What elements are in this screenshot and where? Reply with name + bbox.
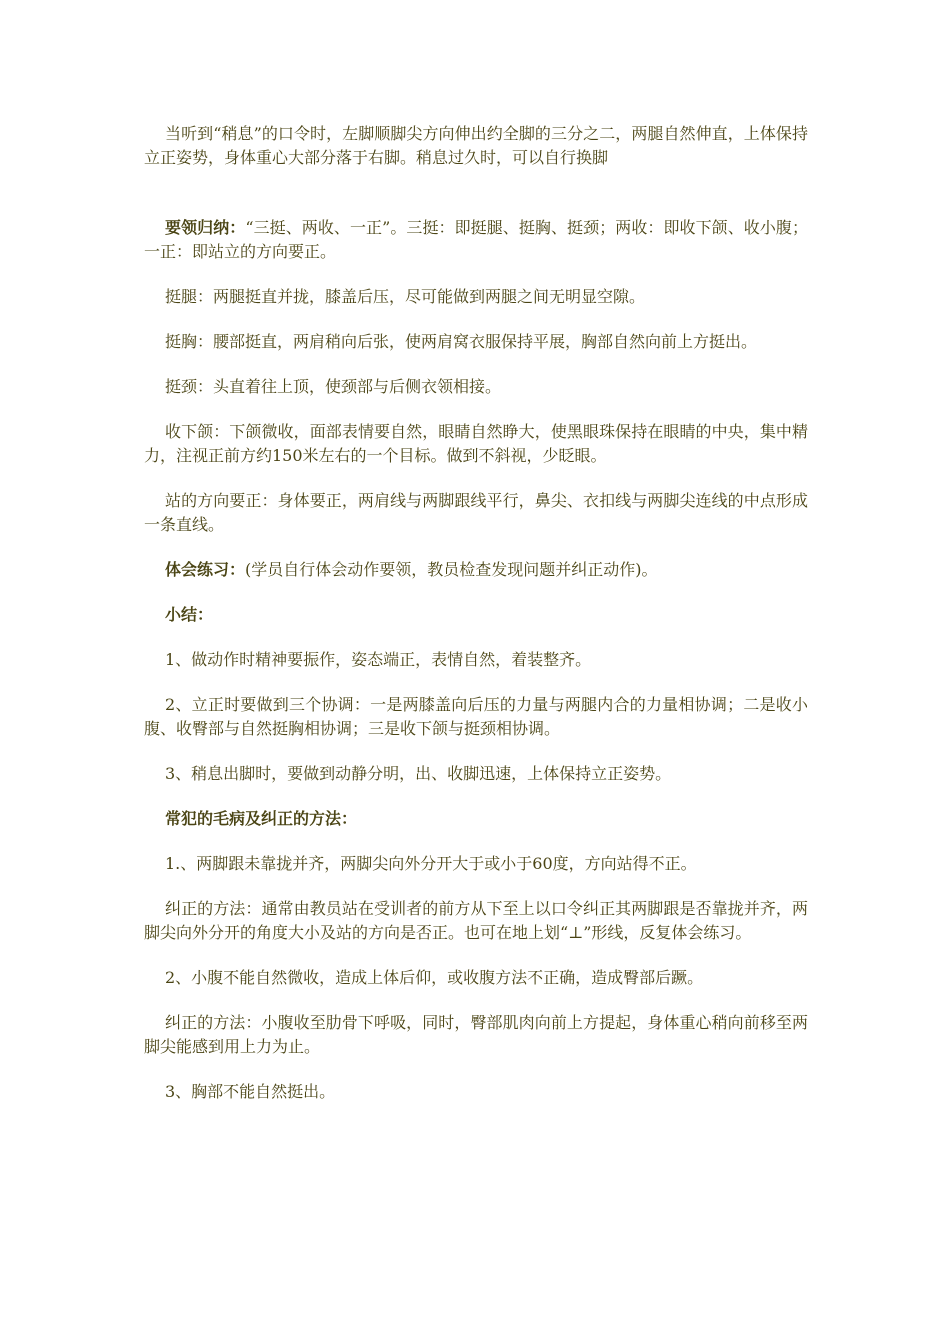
paragraph-ting-tui xyxy=(144,285,808,309)
error-item-1 xyxy=(144,852,808,876)
paragraph-text: 2、小腹不能自然微收，造成上体后仰，或收腹方法不正确，造成臀部后蹶。 xyxy=(165,968,704,987)
document-page xyxy=(144,122,808,1104)
paragraph-text: (学员自行体会动作要领，教员检查发现问题并纠正动作)。 xyxy=(245,560,658,579)
paragraph-text: 2、立正时要做到三个协调：一是两膝盖向后压的力量与两腿内合的力量相协调；二是收小腹、收臀部与自然挺胸相协调；三是收下颌与挺颈相协调。 xyxy=(144,695,808,738)
paragraph-shou-xiahe xyxy=(144,420,808,468)
paragraph-text: “三挺、两收、一正”。三挺：即挺腿、挺胸、挺颈；两收：即收下颌、收小腹；一正：即站立的方向要正。 xyxy=(144,218,808,261)
paragraph-shaoxi xyxy=(144,122,808,170)
paragraph-text: 收下颌：下颌微收，面部表情要自然，眼睛自然睁大，使黑眼珠保持在眼睛的中央，集中精力，注视正前方约150米左右的一个目标。做到不斜视，少眨眼。 xyxy=(144,422,808,465)
paragraph-text: 当听到“稍息”的口令时，左脚顺脚尖方向伸出约全脚的三分之二，两腿自然伸直，上体保持立正姿势，身体重心大部分落于右脚。稍息过久时，可以自行换脚 xyxy=(144,124,808,167)
list-item-1 xyxy=(144,648,808,672)
paragraph-ting-jing xyxy=(144,375,808,399)
paragraph-text: 挺腿：两腿挺直并拢，膝盖后压，尽可能做到两腿之间无明显空隙。 xyxy=(165,287,646,306)
heading-common-errors xyxy=(144,807,808,831)
paragraph-label: 常犯的毛病及纠正的方法： xyxy=(165,809,358,828)
correction-2 xyxy=(144,1011,808,1059)
paragraph-ting-xiong xyxy=(144,330,808,354)
paragraph-text: 挺颈：头直着往上顶，使颈部与后侧衣领相接。 xyxy=(165,377,502,396)
list-item-2 xyxy=(144,693,808,741)
correction-1 xyxy=(144,897,808,945)
heading-conclusion xyxy=(144,603,808,627)
paragraph-text: 站的方向要正：身体要正，两肩线与两脚跟线平行，鼻尖、衣扣线与两脚尖连线的中点形成一条直线。 xyxy=(144,491,808,534)
paragraph-text: 纠正的方法：通常由教员站在受训者的前方从下至上以口令纠正其两脚跟是否靠拢并齐，两脚尖向外分开的角度大小及站的方向是否正。也可在地上划“⊥”形线，反复体会练习。 xyxy=(144,899,808,942)
list-item-3 xyxy=(144,762,808,786)
error-item-3 xyxy=(144,1080,808,1104)
paragraph-text: 3、稍息出脚时，要做到动静分明，出、收脚迅速，上体保持立正姿势。 xyxy=(165,764,672,783)
paragraph-practice xyxy=(144,558,808,582)
paragraph-label: 小结： xyxy=(165,605,214,624)
error-item-2 xyxy=(144,966,808,990)
paragraph-label: 体会练习： xyxy=(165,560,246,579)
paragraph-text: 挺胸：腰部挺直，两肩稍向后张，使两肩窝衣服保持平展，胸部自然向前上方挺出。 xyxy=(165,332,758,351)
paragraph-fangxiang xyxy=(144,489,808,537)
paragraph-text: 3、胸部不能自然挺出。 xyxy=(165,1082,336,1101)
paragraph-text: 1、做动作时精神要振作，姿态端正，表情自然，着装整齐。 xyxy=(165,650,592,669)
paragraph-summary xyxy=(144,216,808,264)
paragraph-text: 1.、两脚跟未靠拢并齐，两脚尖向外分开大于或小于60度，方向站得不正。 xyxy=(165,854,697,873)
paragraph-text: 纠正的方法：小腹收至肋骨下呼吸，同时，臀部肌肉向前上方提起，身体重心稍向前移至两脚尖能感到用上力为止。 xyxy=(144,1013,808,1056)
paragraph-label: 要领归纳： xyxy=(165,218,246,237)
